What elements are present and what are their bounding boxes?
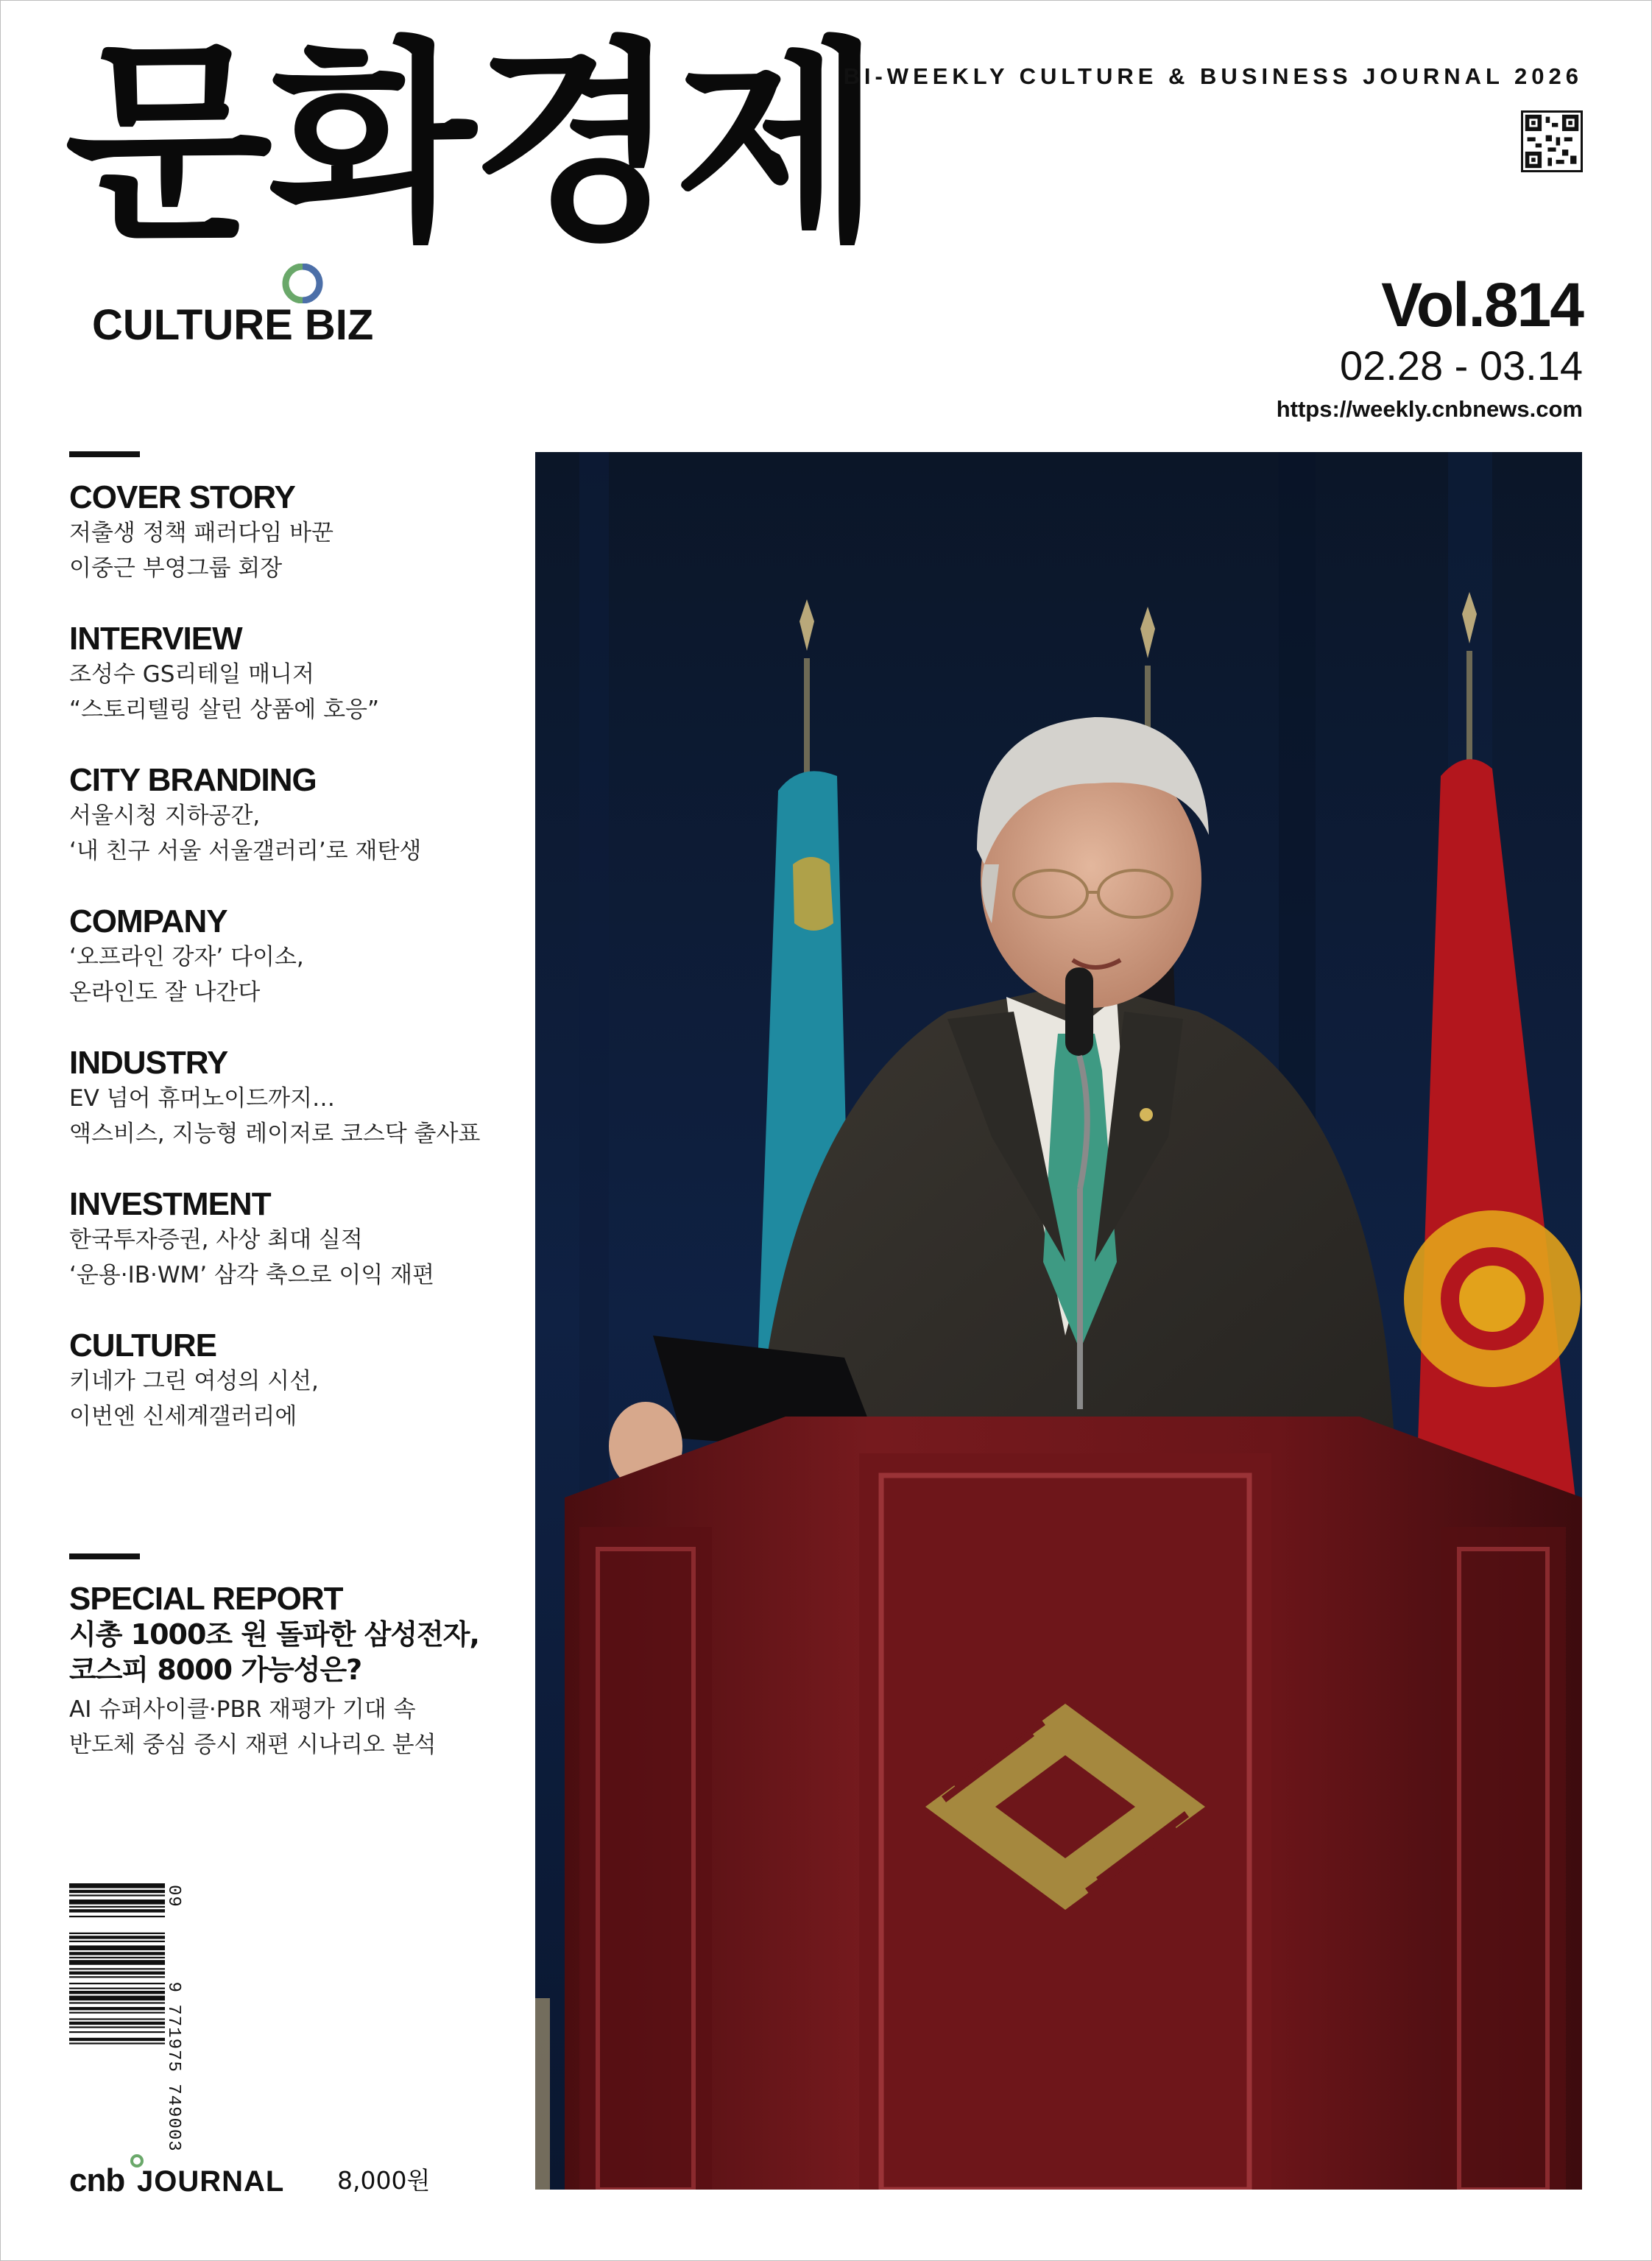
- section-line: 액스비스, 지능형 레이저로 코스닥 출사표: [69, 1121, 481, 1147]
- cnb-journal-logo-icon: [69, 2154, 299, 2195]
- barcode-bar: [69, 2018, 165, 2020]
- barcode-bar: [69, 1988, 165, 1989]
- barcode-bar: [69, 1968, 165, 1969]
- barcode-bar: [69, 2038, 165, 2041]
- section-line: EV 넘어 휴머노이드까지…: [69, 1085, 336, 1112]
- section-heading: COMPANY: [69, 903, 227, 939]
- section-city-branding[interactable]: [69, 763, 511, 869]
- barcode-bar: [69, 1983, 165, 1984]
- section-interview[interactable]: [69, 621, 511, 727]
- section-heading: CITY BRANDING: [69, 762, 317, 798]
- section-line: 서울시청 지하공간,: [69, 803, 261, 829]
- barcode-bar: [69, 2022, 165, 2025]
- section-investment[interactable]: [69, 1187, 511, 1293]
- section-heading: CULTURE: [69, 1327, 216, 1364]
- section-cover-story[interactable]: [69, 480, 511, 586]
- barcode-bar: [69, 1976, 165, 1978]
- barcode-bar: [69, 1916, 165, 1917]
- section-line: 이중근 부영그룹 회장: [69, 555, 283, 582]
- section-heading: SPECIAL REPORT: [69, 1581, 343, 1617]
- barcode-bar: [69, 1906, 165, 1908]
- barcode-bar: [69, 1936, 165, 1939]
- special-report-headline: 코스피 8000 가능성은?: [69, 1654, 362, 1686]
- tagline: BI-WEEKLY CULTURE & BUSINESS JOURNAL 2026: [843, 63, 1583, 89]
- barcode-bar: [69, 1945, 165, 1950]
- section-line: 반도체 중심 증시 재편 시나리오 분석: [69, 1732, 437, 1758]
- barcode-number: 9 771975 749003: [163, 1981, 183, 2152]
- section-industry[interactable]: [69, 1045, 511, 1151]
- qr-code-icon[interactable]: [1521, 110, 1583, 172]
- section-line: AI 슈퍼사이클·PBR 재평가 기대 속: [69, 1696, 416, 1723]
- barcode-bar: [69, 2026, 165, 2028]
- masthead-title: 문화경제: [65, 19, 878, 269]
- section-heading: INDUSTRY: [69, 1045, 228, 1081]
- section-line: 한국투자증권, 사상 최대 실적: [69, 1227, 363, 1253]
- svg-text:JOURNAL: JOURNAL: [137, 2165, 285, 2195]
- cover-photo-illustration: [535, 452, 1582, 2190]
- section-line: ‘내 친구 서울 서울갤러리’로 재탄생: [69, 838, 422, 864]
- issue-volume: Vol.814: [1381, 270, 1583, 339]
- barcode-bar: [69, 1941, 165, 1942]
- section-line: 키네가 그린 여성의 시선,: [69, 1368, 319, 1394]
- barcode-digits: [163, 1885, 183, 2152]
- cover-photo: [535, 452, 1582, 2190]
- barcode-bar: [69, 1933, 165, 1934]
- barcode-bar: [69, 1972, 165, 1975]
- section-heading: COVER STORY: [69, 479, 295, 515]
- section-line: ‘운용·IB·WM’ 삼각 축으로 이익 재편: [69, 1262, 435, 1288]
- barcode-bar: [69, 1960, 165, 1965]
- section-line: “스토리텔링 살린 상품에 호응”: [69, 696, 380, 723]
- section-heading: INTERVIEW: [69, 621, 242, 657]
- section-line: 조성수 GS리테일 매니저: [69, 661, 314, 688]
- cover-price: 8,000원: [337, 2166, 431, 2195]
- svg-text:cnb: cnb: [69, 2162, 125, 2195]
- barcode-bar: [69, 1900, 165, 1905]
- issue-dates: 02.28 - 03.14: [1339, 342, 1583, 389]
- barcode-bar: [69, 1991, 165, 1994]
- section-culture[interactable]: [69, 1328, 511, 1434]
- special-report-headline: 시총 1000조 원 돌파한 삼성전자,: [69, 1618, 479, 1651]
- barcode-bar: [69, 2007, 165, 2010]
- section-divider: [69, 451, 140, 457]
- section-heading: INVESTMENT: [69, 1186, 271, 1222]
- barcode-bar: [69, 2002, 165, 2003]
- culture-biz-logo-icon: [278, 264, 327, 303]
- section-line: 저출생 정책 패러다임 바꾼: [69, 520, 333, 546]
- barcode-bar: [69, 1996, 165, 2001]
- barcode-addon: 09: [163, 1885, 183, 1908]
- section-line: ‘오프라인 강자’ 다이소,: [69, 944, 304, 970]
- section-line: 이번엔 신세계갤러리에: [69, 1403, 297, 1430]
- brand-subtitle: CULTURE BIZ: [92, 301, 374, 349]
- barcode-bar: [69, 1957, 165, 1958]
- barcode-bar: [69, 2042, 165, 2044]
- barcode-bar: [69, 1909, 165, 1912]
- barcode-bar: [69, 1890, 165, 1893]
- barcode-bar: [69, 1952, 165, 1955]
- section-line: 온라인도 잘 나간다: [69, 979, 261, 1006]
- barcode-bar: [69, 1883, 165, 1888]
- website-link[interactable]: https://weekly.cnbnews.com: [1276, 396, 1583, 422]
- section-special-report[interactable]: [69, 1581, 511, 1763]
- barcode-icon: [69, 1883, 165, 2097]
- section-divider: [69, 1553, 140, 1559]
- section-company[interactable]: [69, 904, 511, 1010]
- barcode-bar: [69, 2012, 165, 2014]
- barcode-bar: [69, 1894, 165, 1896]
- barcode-bar: [69, 2031, 165, 2033]
